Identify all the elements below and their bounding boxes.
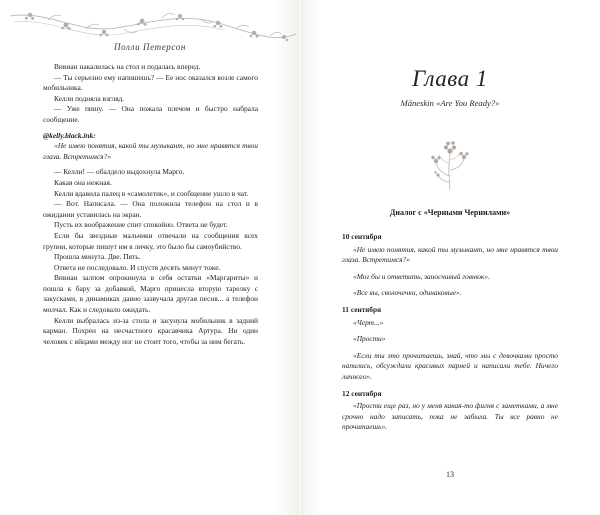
paragraph: Какая она нежная. [54, 177, 112, 187]
paragraph: Если бы звездные мальчики отвечали на сообщения всех групни, которые пишут им в личку, это было бы самоубийство. [43, 230, 258, 251]
paragraph: — Вот. Написала. — Она положила телефон на стол и в ожидании уставилась на экран. [43, 199, 258, 219]
diary-entry: «Если ты это прочитаешь, знай, что мы с девочками просто напились, обсуждали красивых парней и написали тебе. Ничего личного». [342, 350, 558, 381]
handle-label: @kelly.black.ink: [43, 130, 96, 140]
diary-entry: «Прости» [353, 334, 386, 344]
running-head: Полли Петерсон [114, 42, 186, 52]
paragraph: Вивиан накалилась на стол и подалась вперед. [54, 62, 201, 71]
chapter-title: Глава 1 [412, 66, 488, 91]
page-number: 13 [446, 470, 454, 479]
paragraph: Келли вдавила палец в «самолетик», и сообщение ушло в чат. [54, 188, 249, 198]
flower-sprig-ornament-icon [418, 132, 482, 192]
diary-entry: «Мог бы и ответить, заносчивый говнюк». [353, 271, 490, 281]
diary-entry: «Все вы, сволочечки, одинаковые». [353, 288, 462, 298]
diary-entry: «Прости еще раз, но у меня какая-то фигня с заметками, а мне срочно надо записать, пока не забыла. Ты все равно не прочитаешь». [342, 401, 558, 432]
paragraph: Ответа не последовало. И спустя десять минут тоже. [54, 262, 221, 272]
diary-entry: «Не имею понятия, какой ты музыкант, но мне нравятся твои глаза. Встретимся?» [342, 244, 558, 265]
paragraph: Келли подняла взгляд. [54, 93, 125, 103]
paragraph: Пусть их воображение спит спокойно. Ответа не будет. [54, 220, 228, 230]
paragraph: Вивиан залпом опрокинула в себя остатки «Маргариты» и пошла к бару за добавкой, Марго принесла вторую тарелку с закусками, в динамиках давно зазвучала другая песня... а телефон молчал. Как и следовало ожидать. [43, 273, 258, 315]
right-page [300, 0, 600, 515]
paragraph: Келли выбралась из-за стола и засунула мобильник в задний карман. Похрен на несчастного красавчика Артура. Ни один человек с яйцами между ног не стоит того, чтобы за ним бегать. [43, 315, 258, 346]
diary-date: 10 сентября [342, 232, 382, 241]
paragraph: — Ты серьезно ему напишешь? — Ее нос оказался возле самого мобильника. [43, 72, 258, 93]
left-page-body [43, 62, 258, 347]
paragraph: Прошла минута. Две. Пять. [54, 252, 141, 262]
section-heading: Диалог с «Черными Чернилами» [389, 208, 511, 217]
chapter-subtitle: Måneskin «Are You Ready?» [400, 98, 500, 108]
diary-date: 11 сентября [342, 304, 382, 314]
diary-date: 12 сентября [342, 388, 382, 398]
quoted-message: «Не имею понятия, какой ты музыкант, но мне нравятся твои глаза. Встретимся?» [43, 141, 258, 161]
paragraph: — Уже пишу. — Она пожала плечом и быстро набрала сообщение. [43, 104, 258, 124]
paragraph: — Келли! — обалдело выдохнула Марго. [54, 167, 185, 177]
diary-entry: «Черт...» [353, 317, 384, 327]
right-page-body [342, 226, 558, 433]
